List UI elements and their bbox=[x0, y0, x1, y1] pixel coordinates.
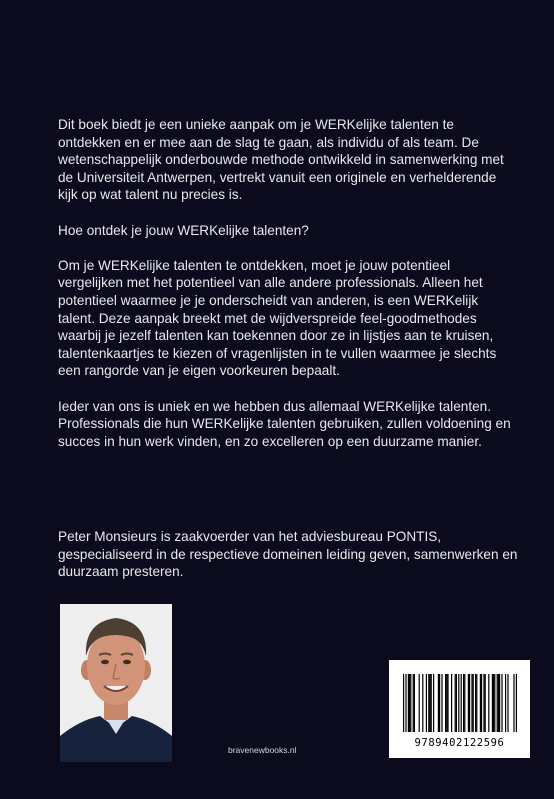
barcode-bar bbox=[446, 674, 447, 732]
barcode-bar bbox=[471, 674, 472, 732]
barcode-bar bbox=[428, 674, 429, 732]
barcode-bar bbox=[516, 674, 517, 732]
barcode-bar bbox=[445, 674, 446, 732]
barcode-bar bbox=[499, 674, 500, 732]
blurb-question: Hoe ontdek je jouw WERKelijke talenten? bbox=[58, 222, 309, 238]
barcode-bar bbox=[483, 674, 484, 732]
barcode-bar bbox=[485, 674, 486, 732]
barcode-bar bbox=[441, 674, 442, 732]
barcode-bar bbox=[468, 674, 469, 732]
barcode-bar bbox=[447, 674, 448, 732]
barcode-bar bbox=[513, 674, 514, 732]
blurb-paragraph-intro: Dit boek biedt je een unieke aanpak om je WERKelijke talenten te ontdekken en er mee aan de slag te gaan, als individu of als team. De wetenschappelijk onderbouwde methode ontwikkeld in samenwerking met de Universiteit Antwerpen, vertrekt vanuit een originele en verhelderende kijk op wat talent nu precies is. bbox=[58, 117, 504, 203]
barcode-bar bbox=[413, 674, 414, 732]
barcode-bar bbox=[431, 674, 432, 732]
barcode-bar bbox=[505, 674, 506, 732]
author-bio-text: Peter Monsieurs is zaakvoerder van het adviesbureau PONTIS, gespecialiseerd in de respectieve domeinen leiding geven, samenwerken en duurzaam presteren. bbox=[58, 529, 518, 580]
barcode-bar bbox=[405, 674, 406, 732]
barcode-bar bbox=[475, 674, 476, 732]
barcode-bar bbox=[476, 674, 477, 732]
barcode-bar bbox=[438, 674, 439, 732]
author-bio bbox=[58, 528, 518, 581]
barcode-bar bbox=[461, 674, 462, 732]
barcode-bar bbox=[456, 674, 457, 732]
barcode-bar bbox=[414, 674, 415, 732]
barcode-bar bbox=[473, 674, 474, 732]
barcode-bar bbox=[492, 674, 493, 732]
barcode-bar bbox=[419, 674, 420, 732]
barcode-bar bbox=[494, 674, 495, 732]
barcode-bar bbox=[422, 674, 423, 732]
barcode-bar bbox=[458, 674, 459, 732]
blurb-paragraph-conclusion: Ieder van ons is uniek en we hebben dus allemaal WERKelijke talenten. Professionals die hun WERKelijke talenten gebruiken, zullen voldoening en succes in hun werk vinden, en zo excelleren op een duurzame manier. bbox=[58, 398, 511, 449]
barcode-bar bbox=[480, 674, 481, 732]
barcode-bar bbox=[488, 674, 489, 732]
barcode-bar bbox=[501, 674, 502, 732]
barcode-bar bbox=[426, 674, 427, 732]
back-cover-blurb bbox=[58, 116, 518, 468]
barcode-bar bbox=[451, 674, 452, 732]
barcode-bar bbox=[497, 674, 498, 732]
barcode-bar bbox=[498, 674, 499, 732]
barcode-bar bbox=[493, 674, 494, 732]
barcode-bar bbox=[410, 674, 411, 732]
barcode-bar bbox=[429, 674, 430, 732]
barcode-bar bbox=[469, 674, 470, 732]
isbn-barcode bbox=[389, 660, 530, 758]
publisher-name: bravenewbooks.nl bbox=[228, 745, 297, 755]
barcode-bar bbox=[409, 674, 410, 732]
barcode-bar bbox=[408, 674, 409, 732]
barcode-bar bbox=[463, 674, 464, 732]
barcode-bar bbox=[507, 674, 508, 732]
blurb-paragraph-method: Om je WERKelijke talenten te ontdekken, moet je jouw potentieel vergelijken met het potentieel van alle andere professionals. Alleen het potentieel waarmee je je onderscheidt van anderen, is een WERKelijk talent. Deze aanpak breekt met de wijdverspreide feel-goodmethodes waarbij je jezelf talenten kan toekennen door ze in lijstjes aan te kruisen, talentenkaartjes te kiezen of vragenlijsten in te vullen waarmee je slechts een rangorde van je eigen voorkeuren bepaalt. bbox=[58, 257, 497, 379]
barcode-bar bbox=[481, 674, 482, 732]
barcode-bar bbox=[403, 674, 404, 732]
barcode-bar bbox=[433, 674, 434, 732]
barcode-bar bbox=[455, 674, 456, 732]
barcode-bar bbox=[439, 674, 440, 732]
isbn-number: 9789402122596 bbox=[414, 737, 505, 749]
author-photo bbox=[60, 604, 172, 762]
barcode-bar bbox=[464, 674, 465, 732]
